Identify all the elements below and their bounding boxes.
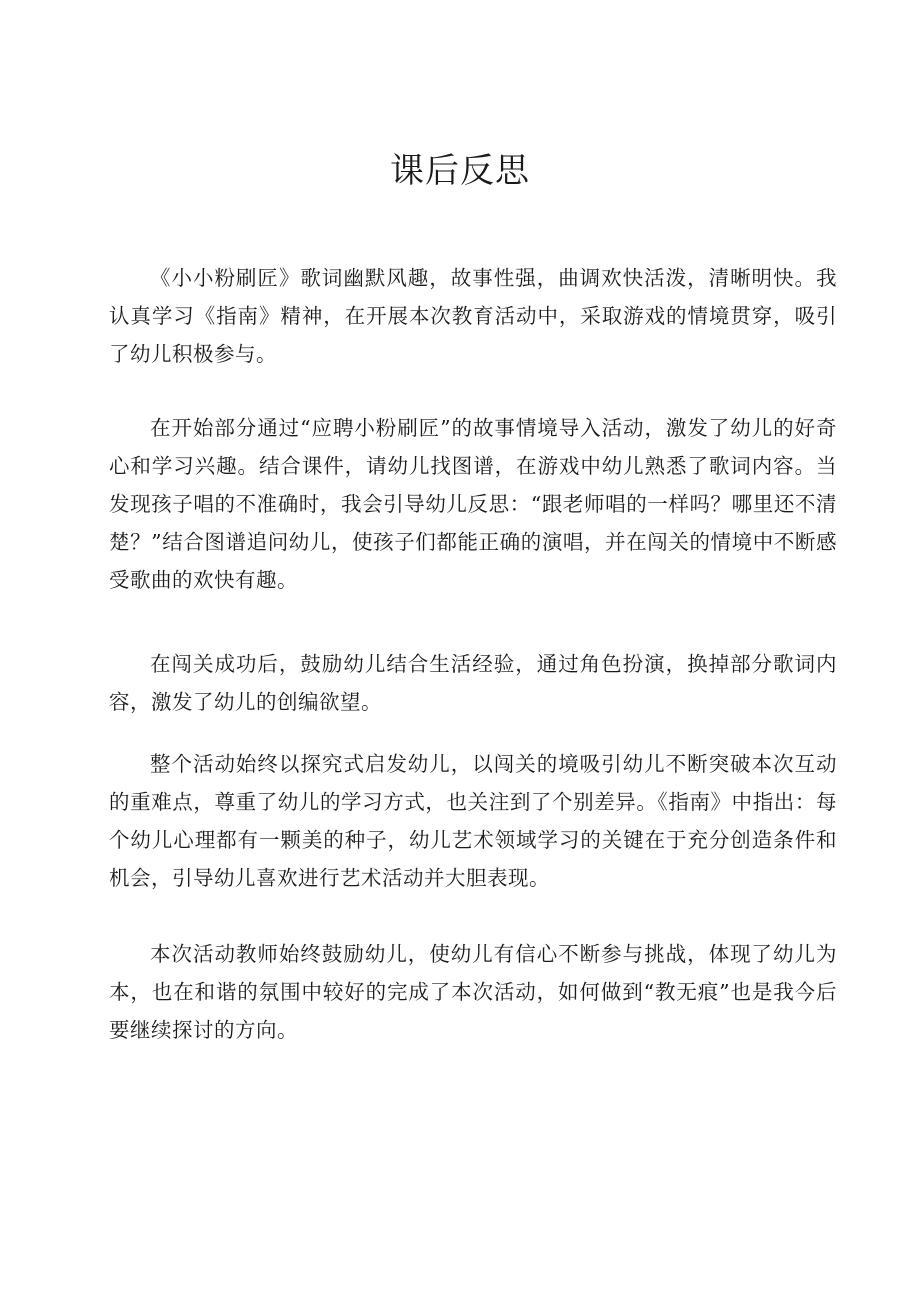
paragraph-exploration: 整个活动始终以探究式启发幼儿，以闯关的境吸引幼儿不断突破本次互动的重难点，尊重了幼儿的学习方式，也关注到了个别差异。《指南》中指出：每个幼儿心理都有一颗美的种子，幼儿艺术领域学习的关键在于充分创造条件和机会，引导幼儿喜欢进行艺术活动并大胆表现。 bbox=[109, 752, 837, 890]
paragraph-conclusion: 本次活动教师始终鼓励幼儿，使幼儿有信心不断参与挑战，体现了幼儿为本，也在和谐的氛围中较好的完成了本次活动，如何做到“教无痕”也是我今后要继续探讨的方向。 bbox=[109, 942, 837, 1042]
paragraph-role-play: 在闯关成功后，鼓励幼儿结合生活经验，通过角色扮演，换掉部分歌词内容，激发了幼儿的创编欲望。 bbox=[109, 652, 837, 714]
paragraph-opening-activity: 在开始部分通过“应聘小粉刷匠”的故事情境导入活动，激发了幼儿的好奇心和学习兴趣。结合课件，请幼儿找图谱，在游戏中幼儿熟悉了歌词内容。当发现孩子唱的不准确时，我会引导幼儿反思：“跟老师唱的一样吗？哪里还不清楚？”结合图谱追问幼儿，使孩子们都能正确的演唱，并在闯关的情境中不断感受歌曲的欢快有趣。 bbox=[109, 416, 837, 592]
paragraph-intro: 《小小粉刷匠》歌词幽默风趣，故事性强，曲调欢快活泼，清晰明快。我认真学习《指南》精神，在开展本次教育活动中，采取游戏的情境贯穿，吸引了幼儿积极参与。 bbox=[109, 266, 837, 366]
page-title: 课后反思 bbox=[390, 151, 530, 191]
